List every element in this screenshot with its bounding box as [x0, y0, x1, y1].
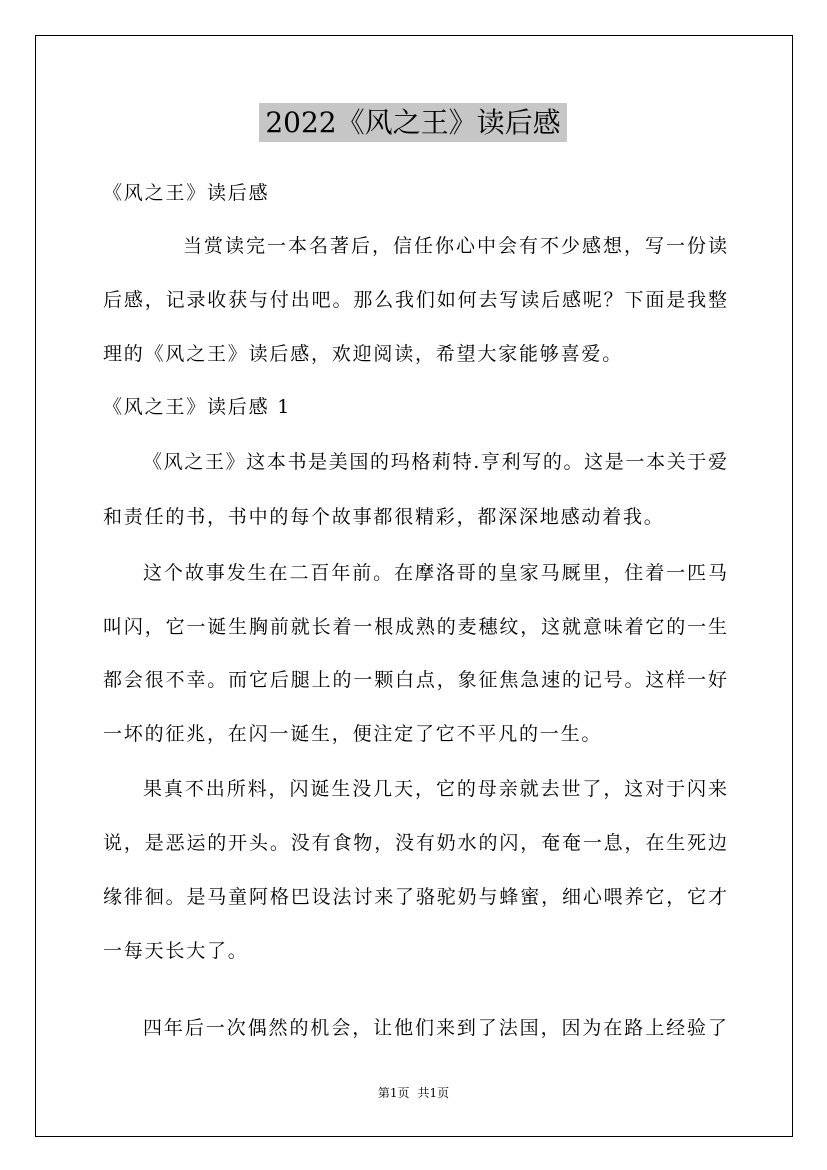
paragraph-1-line-1: 《风之王》这本书是美国的玛格莉特.亨利写的。这是一本关于爱 — [143, 451, 727, 473]
intro-line-1: 当赏读完一本名著后，信任你心中会有不少感想，写一份读 — [183, 235, 727, 257]
page-footer — [0, 1084, 827, 1102]
paragraph-4-line-1: 四年后一次偶然的机会，让他们来到了法国，因为在路上经验了 — [143, 1017, 727, 1039]
paragraph-3-line-4: 一每天长大了。 — [103, 940, 249, 962]
paragraph-3-line-1: 果真不出所料，闪诞生没几天，它的母亲就去世了，这对于闪来 — [143, 778, 727, 800]
paragraph-2-line-2: 叫闪，它一诞生胸前就长着一根成熟的麦穗纹，这就意味着它的一生 — [103, 616, 727, 638]
page-total: 共1页 — [417, 1086, 450, 1100]
intro-line-3: 理的《风之王》读后感，欢迎阅读，希望大家能够喜爱。 — [103, 343, 624, 365]
page-number: 第1页 — [377, 1086, 410, 1100]
subsection-heading: 《风之王》读后感 1 — [103, 396, 292, 418]
paragraph-3-line-2: 说，是恶运的开头。没有食物，没有奶水的闪，奄奄一息，在生死边 — [103, 832, 727, 854]
paragraph-2-line-4: 一坏的征兆，在闪一诞生，便注定了它不平凡的一生。 — [103, 723, 603, 745]
paragraph-2-line-3: 都会很不幸。而它后腿上的一颗白点，象征焦急速的记号。这样一好 — [103, 669, 727, 691]
intro-line-2: 后感，记录收获与付出吧。那么我们如何去写读后感呢？下面是我整 — [103, 289, 727, 311]
paragraph-1-line-2: 和责任的书，书中的每个故事都很精彩，都深深地感动着我。 — [103, 506, 665, 528]
section-heading: 《风之王》读后感 — [103, 182, 270, 204]
document-title: 2022《风之王》读后感 — [259, 103, 567, 142]
paragraph-3-line-3: 缘徘徊。是马童阿格巴设法讨来了骆驼奶与蜂蜜，细心喂养它，它才 — [103, 886, 727, 908]
paragraph-2-line-1: 这个故事发生在二百年前。在摩洛哥的皇家马厩里，住着一匹马 — [143, 562, 727, 584]
